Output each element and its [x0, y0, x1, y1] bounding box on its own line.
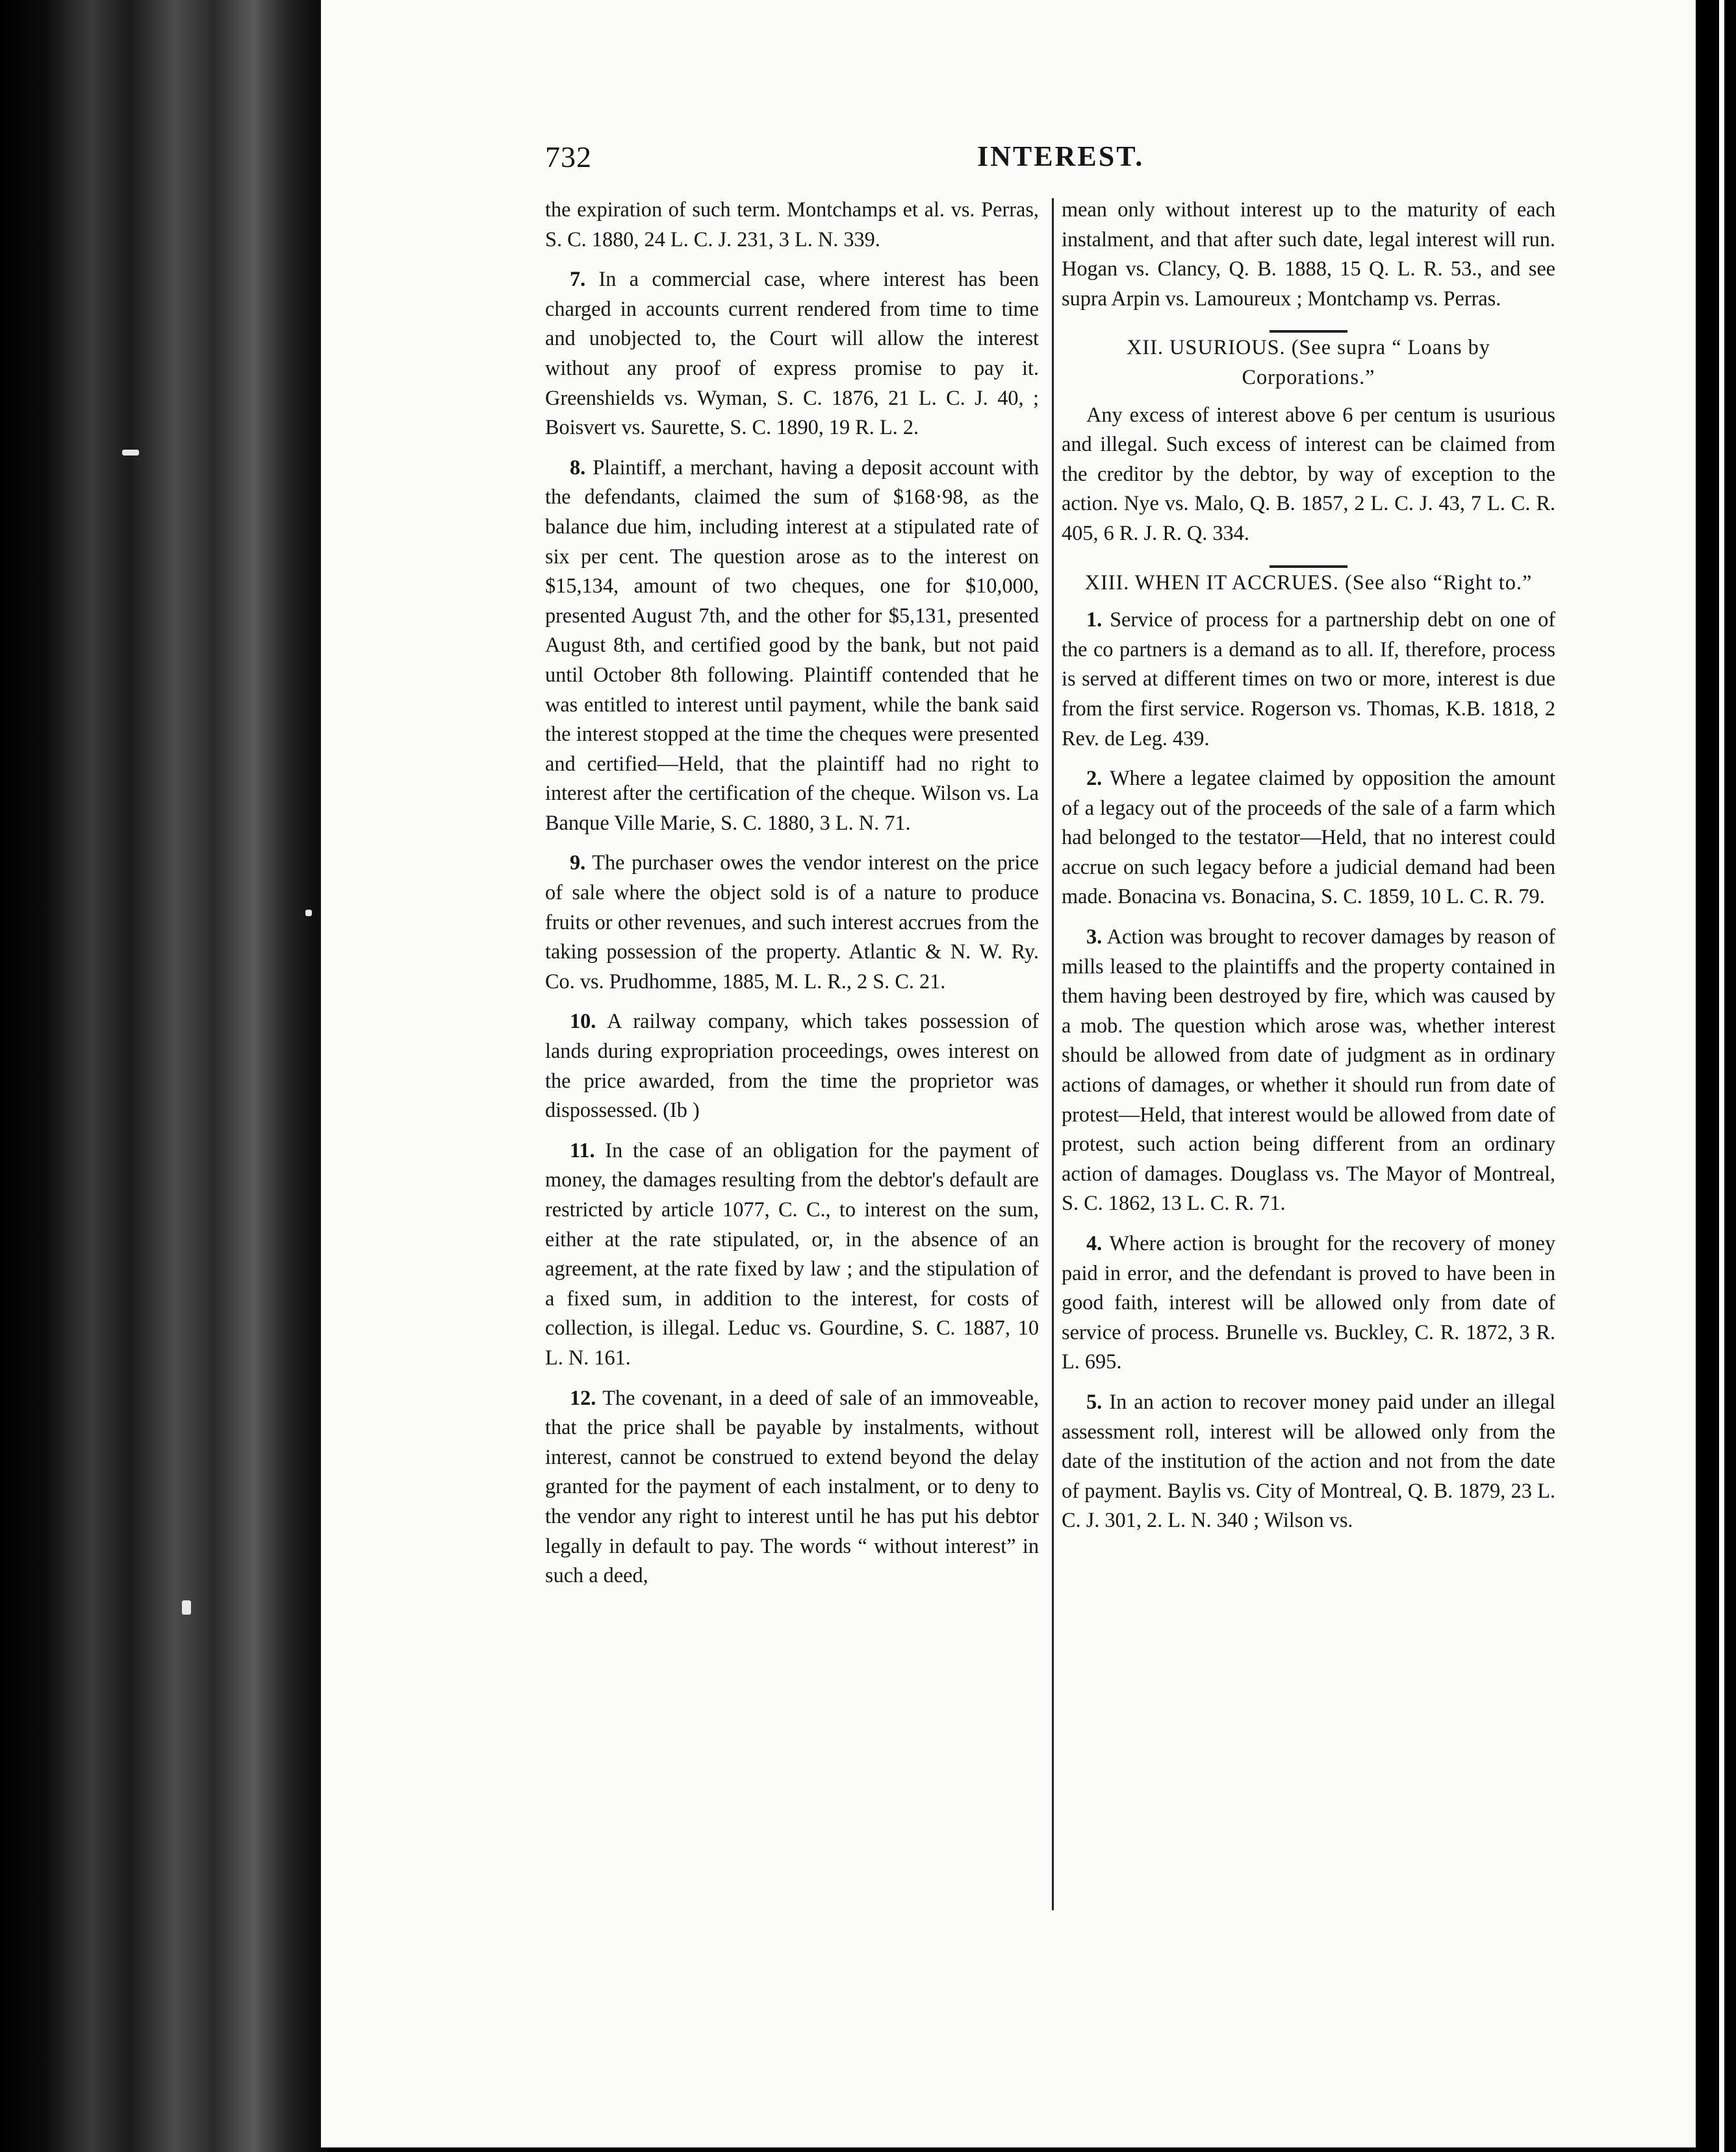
paragraph-number: 9.: [570, 851, 586, 875]
paragraph-text: The covenant, in a deed of sale of an immoveable, that the price shall be payable by instalments, without interest, cannot be construed to extend beyond the delay granted for the payment of each instalment, or to deny to the vendor any right to interest until he has put his debtor legally in default to pay. The words “ without interest” in such a deed,: [545, 1385, 1039, 1587]
paragraph-number: 2.: [1086, 766, 1103, 790]
paragraph-text: In an action to recover money paid under an illegal assessment roll, interest will be allowed only from the date of the institution of the action and not from the date of payment. Baylis vs. City of Montreal, Q. B. 1879, 23 L. C. J. 301, 2. L. N. 340 ; Wilson vs.: [1062, 1389, 1556, 1532]
paragraph-number: 12.: [570, 1385, 596, 1409]
paragraph-accrues-4: [1062, 1229, 1555, 1377]
paragraph-number: 10.: [570, 1009, 596, 1033]
spine-speck: [305, 910, 312, 916]
paragraph-text: The purchaser owes the vendor interest on the price of sale where the object sold is of a nature to produce fruits or other revenues, and such interest accrues from the taking possession of the property. Atlantic & N. W. Ry. Co. vs. Prudhomme, 1885, M. L. R., 2 S. C. 21.: [545, 851, 1039, 993]
running-title: INTEREST.: [977, 140, 1145, 172]
paragraph-text: Where action is brought for the recovery of money paid in error, and the defendant is proved to have been in good faith, interest will be allowed only from date of service of process. Brunelle vs. Buckley, C. R. 1872, 3 R. L. 695.: [1062, 1231, 1555, 1374]
section-title: XII. USURIOUS. (See supra “ Loans by Corporations.”: [1127, 335, 1490, 389]
paragraph-text: Plaintiff, a merchant, having a deposit account with the defendants, claimed the sum of $168·98, as the balance due him, including interest at a stipulated rate of six per cent. The question arose as to the interest on $15,134, amount of two cheques, one for $10,000, presented August 7th, and the other for $5,131, presented August 8th, and certified good by the bank, but not paid until October 8th following. Plaintiff contended that he was entitled to interest until payment, while the bank said the interest stopped at the time the cheques were presented and certified—Held, that the plaintiff had no right to interest after the certification of the cheque. Wilson vs. La Banque Ville Marie, S. C. 1880, 3 L. N. 71.: [545, 455, 1039, 834]
book-page: [318, 0, 1698, 2147]
paragraph-text: Service of process for a partnership debt on one of the co partners is a demand as to all. If, therefore, process is served at different times on two or more, interest is due from the first service. Rogerson vs. Thomas, K.B. 1818, 2 Rev. de Leg. 439.: [1062, 608, 1555, 750]
section-heading-usurious: [1062, 330, 1555, 392]
paragraph-accrues-5: [1062, 1387, 1555, 1535]
paragraph-12: [545, 1383, 1039, 1591]
page-number: 732: [545, 140, 592, 173]
paragraph-9: [545, 848, 1039, 996]
paragraph-usurious: [1062, 400, 1555, 548]
paragraph-accrues-2: [1062, 763, 1555, 912]
paragraph-text: In the case of an obligation for the payment of money, the damages resulting from the debtor's default are restricted by article 1077, C. C., to interest on the sum, either at the rate stipulated, or, in the absence of an agreement, at the rate fixed by law ; and the stipulation of a fixed sum, in addition to the interest, for costs of collection, is illegal. Leduc vs. Gourdine, S. C. 1887, 10 L. N. 161.: [545, 1138, 1040, 1369]
section-heading-when-it-accrues: [1062, 565, 1555, 598]
right-column: [1062, 195, 1555, 1546]
paragraph-number: 8.: [570, 455, 586, 479]
paragraph-text: the expiration of such term. Montchamps et al. vs. Perras, S. C. 1880, 24 L. C. J. 231, 3 L. N. 339.: [545, 198, 1039, 251]
paragraph-accrues-3: [1062, 922, 1555, 1218]
paragraph-number: 4.: [1086, 1231, 1103, 1255]
page-right-edge: [1696, 0, 1736, 2152]
paragraph-text: A railway company, which takes possession of lands during expropriation proceedings, owes interest on the price awarded, from the time the proprietor was dispossessed. (Ib ): [545, 1009, 1040, 1122]
paragraph-continuation: [545, 195, 1039, 254]
paragraph-continuation: [1062, 195, 1555, 313]
paragraph-number: 5.: [1086, 1389, 1103, 1413]
section-rule: [1270, 330, 1347, 333]
spine-speck: [122, 450, 139, 455]
book-spine-shadow: [0, 0, 331, 2152]
paragraph-text: Any excess of interest above 6 per centum is usurious and illegal. Such excess of interest can be claimed from the creditor by the debtor, by way of exception to the action. Nye vs. Malo, Q. B. 1857, 2 L. C. J. 43, 7 L. C. R. 405, 6 R. J. R. Q. 334.: [1062, 402, 1555, 544]
left-column: [545, 195, 1039, 1601]
page-header: [545, 140, 1585, 185]
paragraph-10: [545, 1006, 1039, 1125]
page-edge-line: [1719, 0, 1724, 2152]
paragraph-8: [545, 453, 1039, 838]
paragraph-number: 1.: [1086, 608, 1103, 632]
paragraph-11: [545, 1136, 1039, 1373]
paragraph-text: mean only without interest up to the maturity of each instalment, and that after such date, legal interest will run. Hogan vs. Clancy, Q. B. 1888, 15 Q. L. R. 53., and see supra Arpin vs. Lamoureux ; Montchamp vs. Perras.: [1062, 198, 1555, 310]
column-divider: [1052, 198, 1054, 1910]
section-rule: [1270, 565, 1347, 568]
paragraph-text: In a commercial case, where interest has been charged in accounts current rendered from time to time and unobjected to, the Court will allow the interest without any proof of express promise to pay it. Greenshields vs. Wyman, S. C. 1876, 21 L. C. J. 40, ; Boisvert vs. Saurette, S. C. 1890, 19 R. L. 2.: [545, 267, 1039, 439]
paragraph-text: Where a legatee claimed by opposition the amount of a legacy out of the proceeds of the sale of a farm which had belonged to the testator—Held, that no interest could accrue on such legacy before a judicial demand had been made. Bonacina vs. Bonacina, S. C. 1859, 10 L. C. R. 79.: [1062, 766, 1555, 908]
paragraph-7: [545, 264, 1039, 442]
paragraph-number: 11.: [570, 1138, 595, 1162]
paragraph-number: 3.: [1086, 925, 1103, 949]
paragraph-text: Action was brought to recover damages by reason of mills leased to the plaintiffs and the property contained in them having been destroyed by fire, which was caused by a mob. The question which arose was, whether interest should be allowed from date of judgment as in ordinary actions of damages, or whether it should run from date of protest—Held, that interest would be allowed from date of protest, such action being different from an ordinary action of damages. Douglass vs. The Mayor of Montreal, S. C. 1862, 13 L. C. R. 71.: [1062, 925, 1555, 1215]
paragraph-number: 7.: [570, 267, 586, 291]
spine-speck: [182, 1600, 191, 1615]
paragraph-accrues-1: [1062, 605, 1555, 753]
section-title: XIII. WHEN IT ACCRUES. (See also “Right to.”: [1084, 570, 1533, 594]
